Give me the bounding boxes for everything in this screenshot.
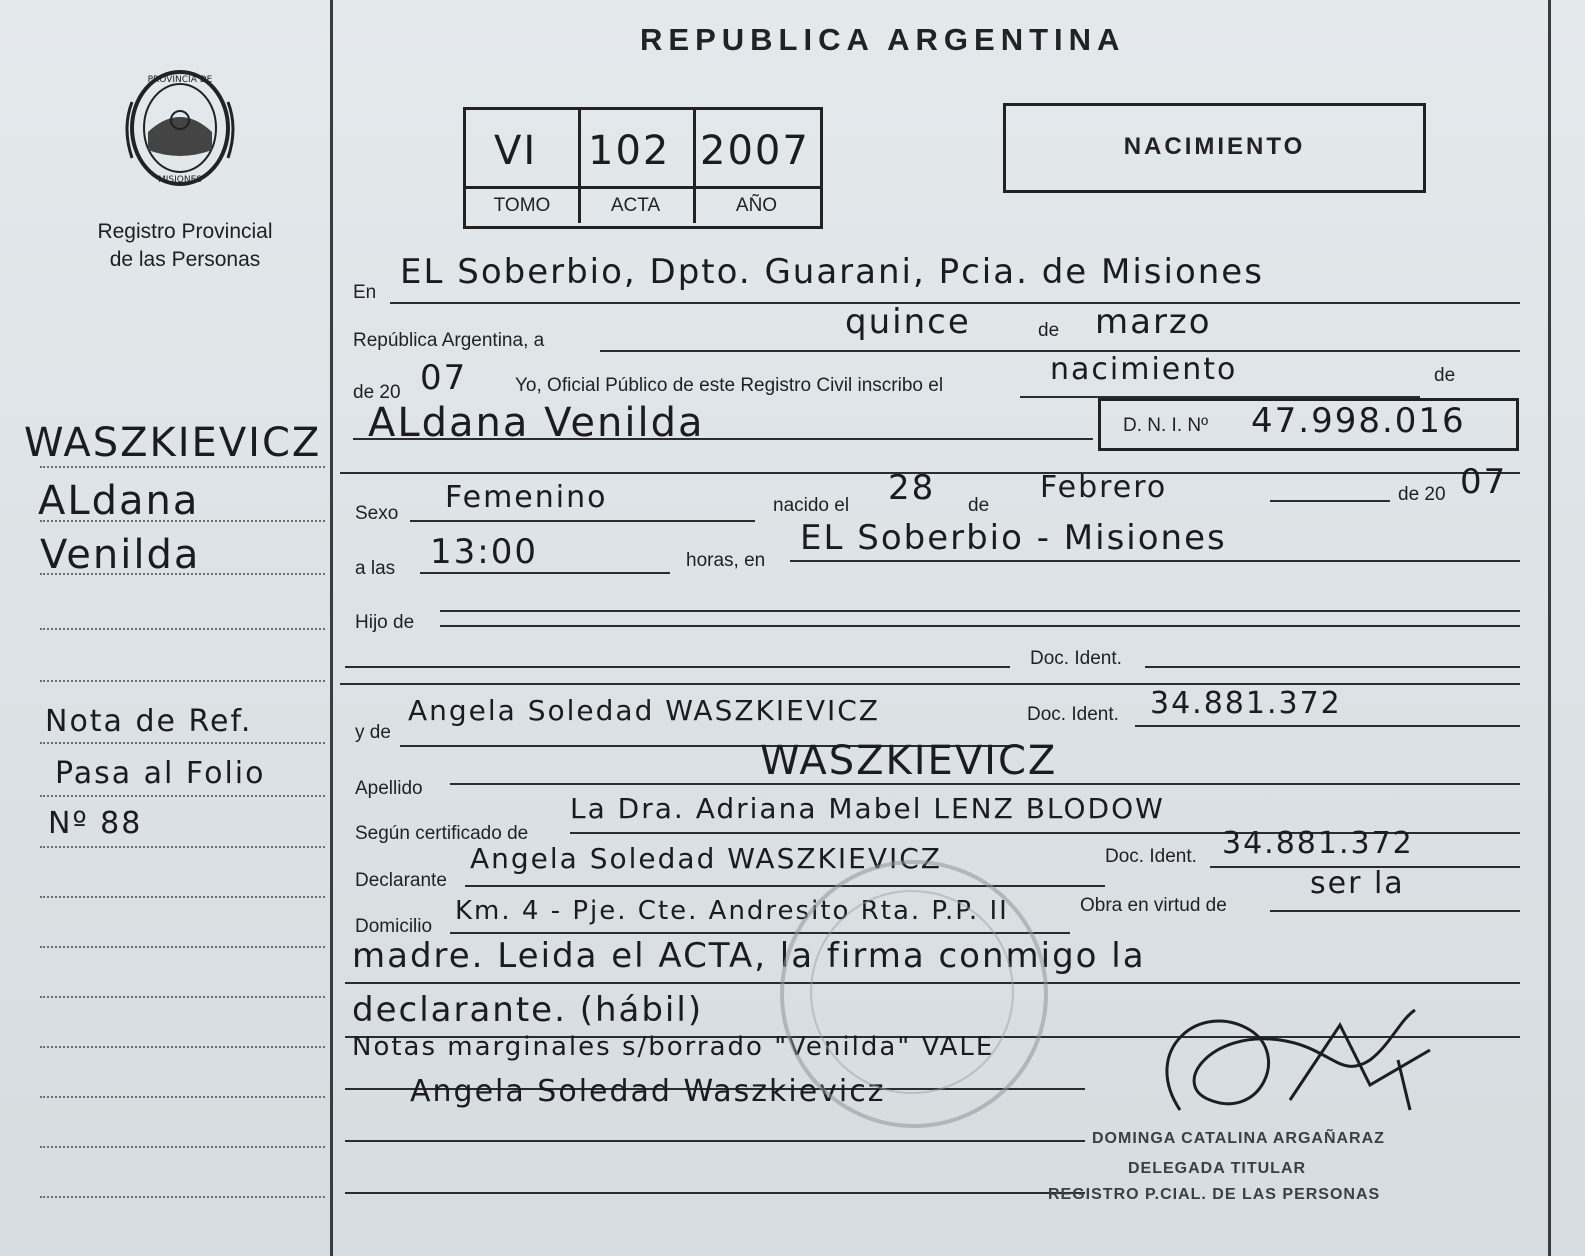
dni-box	[1098, 398, 1519, 451]
margin-line	[40, 628, 325, 630]
margin-note-line-1: Nota de Ref.	[45, 704, 253, 739]
form-line	[410, 520, 755, 522]
section-line	[340, 683, 1520, 685]
registration-year: 07	[420, 358, 468, 398]
registration-day: quince	[845, 302, 971, 342]
anio-label: AÑO	[735, 195, 778, 216]
horas-label: horas, en	[686, 550, 766, 571]
republica-label: República Argentina, a	[353, 330, 545, 351]
oficial-statement: Yo, Oficial Público de este Registro Civil inscribo el	[515, 375, 944, 396]
form-line	[440, 610, 1520, 612]
de-label-3: de	[968, 495, 990, 516]
official-role: DELEGADA TITULAR	[1128, 1160, 1307, 1177]
margin-given-name-1: ALdana	[38, 478, 200, 524]
apellido-value: WASZKIEVICZ	[760, 738, 1058, 784]
form-line	[420, 572, 670, 574]
mother-name: Angela Soledad WASZKIEVICZ	[408, 694, 880, 727]
margin-given-name-2: Venilda	[40, 532, 201, 578]
form-line	[1270, 910, 1520, 912]
form-line	[1135, 725, 1520, 727]
official-signature-graphic	[1140, 990, 1440, 1140]
nacido-label: nacido el	[773, 495, 850, 516]
margin-line	[40, 1146, 325, 1148]
margin-line	[40, 795, 325, 797]
obra-value: ser la	[1310, 866, 1405, 901]
margin-line	[40, 680, 325, 682]
dni-label: D. N. I. Nº	[1123, 415, 1209, 436]
acta-label: ACTA	[610, 195, 661, 216]
right-border	[1548, 0, 1551, 1256]
acta-value: 102	[588, 128, 671, 174]
form-line	[1145, 666, 1520, 668]
seal-bottom-text: MISIONES	[157, 175, 203, 185]
column-divider	[330, 0, 333, 1256]
registration-place: EL Soberbio, Dpto. Guarani, Pcia. de Misiones	[400, 252, 1264, 292]
child-name: ALdana Venilda	[368, 400, 705, 446]
doc-ident-label-1: Doc. Ident.	[1030, 648, 1122, 669]
official-stamp-inner	[810, 890, 1014, 1094]
birth-place: EL Soberbio - Misiones	[800, 518, 1227, 558]
act-type-box	[1003, 103, 1426, 193]
sexo-label: Sexo	[355, 503, 399, 524]
en-label: En	[353, 282, 377, 303]
de-label: de	[1034, 320, 1063, 342]
certifier-name: La Dra. Adriana Mabel LENZ BLODOW	[570, 792, 1165, 825]
margin-line	[40, 466, 325, 468]
declarante-signature: Angela Soledad Waszkievicz	[410, 1074, 886, 1109]
birth-time: 13:00	[430, 532, 538, 572]
domicilio-value: Km. 4 - Pje. Cte. Andresito Rta. P.P. II	[455, 896, 1009, 926]
provincial-seal-emblem	[118, 62, 243, 192]
margin-line	[40, 846, 325, 848]
doc-ident-label-3: Doc. Ident.	[1105, 846, 1197, 867]
registry-name	[40, 218, 330, 274]
declarante-doc: 34.881.372	[1222, 826, 1414, 861]
statement-line-1: madre. Leida el ACTA, la firma conmigo la	[352, 936, 1146, 976]
apellido-label: Apellido	[355, 778, 423, 799]
form-line	[440, 625, 1520, 627]
seal-top-text: PROVINCIA DE	[147, 75, 213, 85]
registration-month: marzo	[1095, 302, 1212, 342]
y-de-label: y de	[355, 722, 391, 743]
segun-certificado-label: Según certificado de	[355, 823, 529, 844]
declarante-name: Angela Soledad WASZKIEVICZ	[470, 842, 942, 875]
dni-value: 47.998.016	[1251, 401, 1466, 441]
de-label-2: de	[1434, 365, 1456, 386]
margin-line	[40, 896, 325, 898]
margin-line	[40, 1096, 325, 1098]
margin-line	[40, 1046, 325, 1048]
margin-line	[40, 996, 325, 998]
form-line	[345, 1140, 1085, 1142]
margin-surname: WASZKIEVICZ	[24, 420, 322, 466]
tomo-value: VI	[494, 128, 538, 174]
domicilio-label: Domicilio	[355, 916, 433, 937]
margin-line	[40, 946, 325, 948]
margin-note-line-3: Nº 88	[48, 806, 143, 841]
sexo-value: Femenino	[445, 480, 608, 515]
a-las-label: a las	[355, 558, 396, 579]
margin-line	[40, 742, 325, 744]
anio-value: 2007	[700, 128, 810, 174]
form-line	[790, 560, 1520, 562]
obra-en-virtud-label: Obra en virtud de	[1080, 895, 1227, 916]
form-line	[345, 666, 1010, 668]
registry-line-2: de las Personas	[109, 248, 261, 271]
margin-note-line-2: Pasa al Folio	[55, 756, 266, 791]
registry-line-1: Registro Provincial	[97, 220, 273, 243]
form-line	[1270, 500, 1390, 502]
document-title: REPUBLICA ARGENTINA	[640, 22, 1126, 57]
statement-line-2: declarante. (hábil)	[352, 990, 704, 1030]
de-20-label: de 20	[353, 382, 401, 403]
marginal-notes-line: Notas marginales s/borrado "Venilda" VALE	[352, 1032, 995, 1062]
birth-month: Febrero	[1040, 470, 1168, 505]
margin-line	[40, 1196, 325, 1198]
mother-doc: 34.881.372	[1150, 686, 1342, 721]
de-20-label-2: de 20	[1398, 484, 1446, 505]
declarante-label: Declarante	[355, 870, 447, 891]
birth-year: 07	[1460, 462, 1508, 502]
event-type: nacimiento	[1050, 352, 1238, 387]
doc-ident-label-2: Doc. Ident.	[1027, 704, 1119, 725]
tomo-label: TOMO	[493, 195, 551, 216]
official-office: REGISTRO P.CIAL. DE LAS PERSONAS	[1048, 1186, 1381, 1203]
record-box-divider	[466, 186, 820, 189]
hijo-de-label: Hijo de	[355, 612, 415, 633]
official-name: DOMINGA CATALINA ARGAÑARAZ	[1092, 1130, 1385, 1147]
form-line	[465, 885, 1105, 887]
form-line	[345, 1192, 1085, 1194]
act-type-label: NACIMIENTO	[1123, 133, 1306, 160]
record-number-box	[463, 107, 823, 229]
birth-day: 28	[888, 468, 936, 508]
